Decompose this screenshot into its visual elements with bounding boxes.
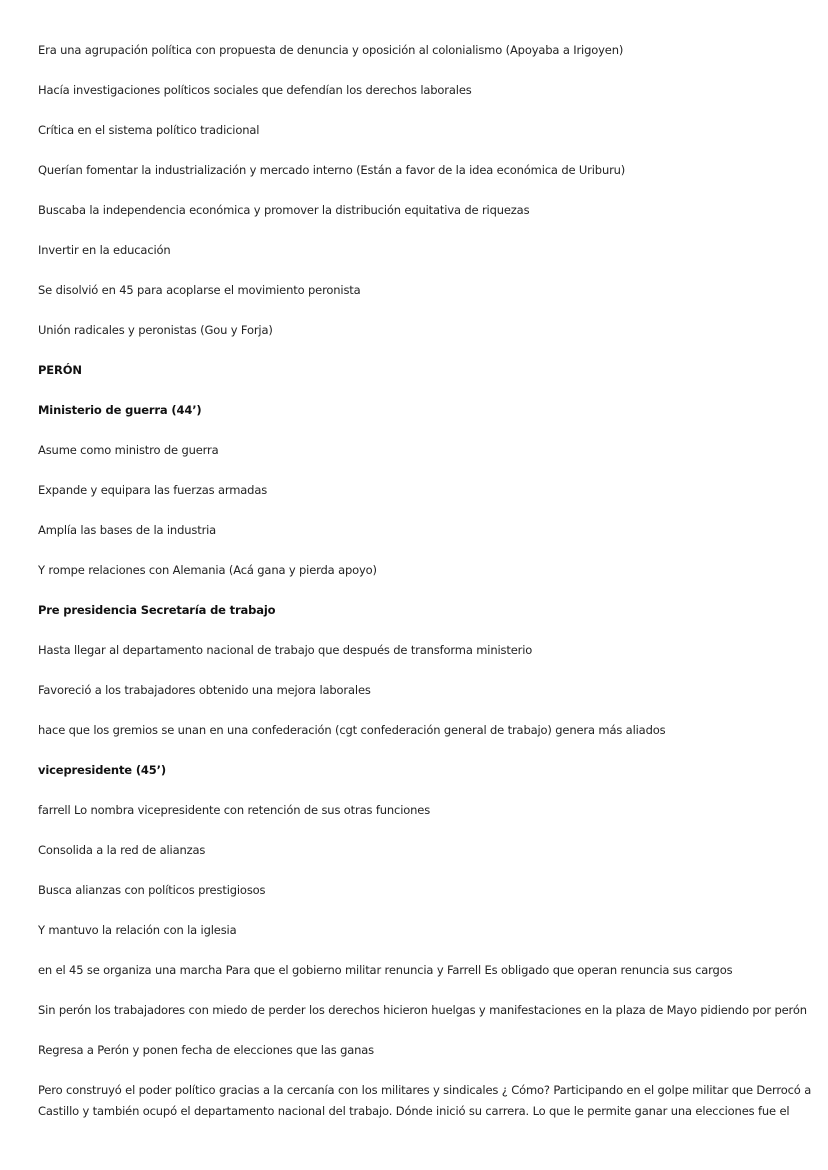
subheading-pre-presidencia: Pre presidencia Secretaría de trabajo — [38, 603, 276, 617]
text-line: Busca alianzas con políticos prestigiosos — [38, 883, 266, 897]
subheading-vicepresidente: vicepresidente (45’) — [38, 763, 166, 777]
final-paragraph-line-1: Pero construyó el poder político gracias a la cercanía con los militares y sindicales ¿ Cómo? Participando en el golpe militar que Derrocó a — [38, 1083, 812, 1097]
text-line: Sin perón los trabajadores con miedo de perder los derechos hicieron huelgas y manifestaciones en la plaza de Mayo pidiendo por perón — [38, 1003, 807, 1017]
text-line: Asume como ministro de guerra — [38, 443, 219, 457]
text-line: Invertir en la educación — [38, 243, 171, 257]
text-line: Unión radicales y peronistas (Gou y Forja) — [38, 323, 273, 337]
text-line: farrell Lo nombra vicepresidente con retención de sus otras funciones — [38, 803, 431, 817]
text-line: Querían fomentar la industrialización y mercado interno (Están a favor de la idea económica de Uriburu) — [38, 163, 626, 177]
text-line: Y mantuvo la relación con la iglesia — [38, 923, 237, 937]
text-line: Favoreció a los trabajadores obtenido una mejora laborales — [38, 683, 371, 697]
subheading-ministerio-de-guerra: Ministerio de guerra (44’) — [38, 403, 202, 417]
text-line: Amplía las bases de la industria — [38, 523, 217, 537]
text-line: Expande y equipara las fuerzas armadas — [38, 483, 268, 497]
final-paragraph-line-2: Castillo y también ocupó el departamento nacional del trabajo. Dónde inició su carrera. Lo que le permite ganar una elecciones fue el — [38, 1104, 790, 1118]
text-line: Se disolvió en 45 para acoplarse el movimiento peronista — [38, 283, 361, 297]
text-line: Hacía investigaciones políticos sociales que defendían los derechos laborales — [38, 83, 472, 97]
text-line: Consolida a la red de alianzas — [38, 843, 206, 857]
text-line: Y rompe relaciones con Alemania (Acá gana y pierda apoyo) — [38, 563, 377, 577]
text-line: en el 45 se organiza una marcha Para que el gobierno militar renuncia y Farrell Es obligado que operan renuncia sus cargos — [38, 963, 733, 977]
text-line: Crítica en el sistema político tradicional — [38, 123, 260, 137]
text-line: Hasta llegar al departamento nacional de trabajo que después de transforma ministerio — [38, 643, 533, 657]
text-line: Era una agrupación política con propuesta de denuncia y oposición al colonialismo (Apoyaba a Irigoyen) — [38, 43, 624, 57]
text-line: Regresa a Perón y ponen fecha de elecciones que las ganas — [38, 1043, 374, 1057]
section-heading-peron: PERÓN — [38, 363, 82, 377]
text-line: hace que los gremios se unan en una confederación (cgt confederación general de trabajo) genera más aliados — [38, 723, 666, 737]
text-line: Buscaba la independencia económica y promover la distribución equitativa de riquezas — [38, 203, 530, 217]
